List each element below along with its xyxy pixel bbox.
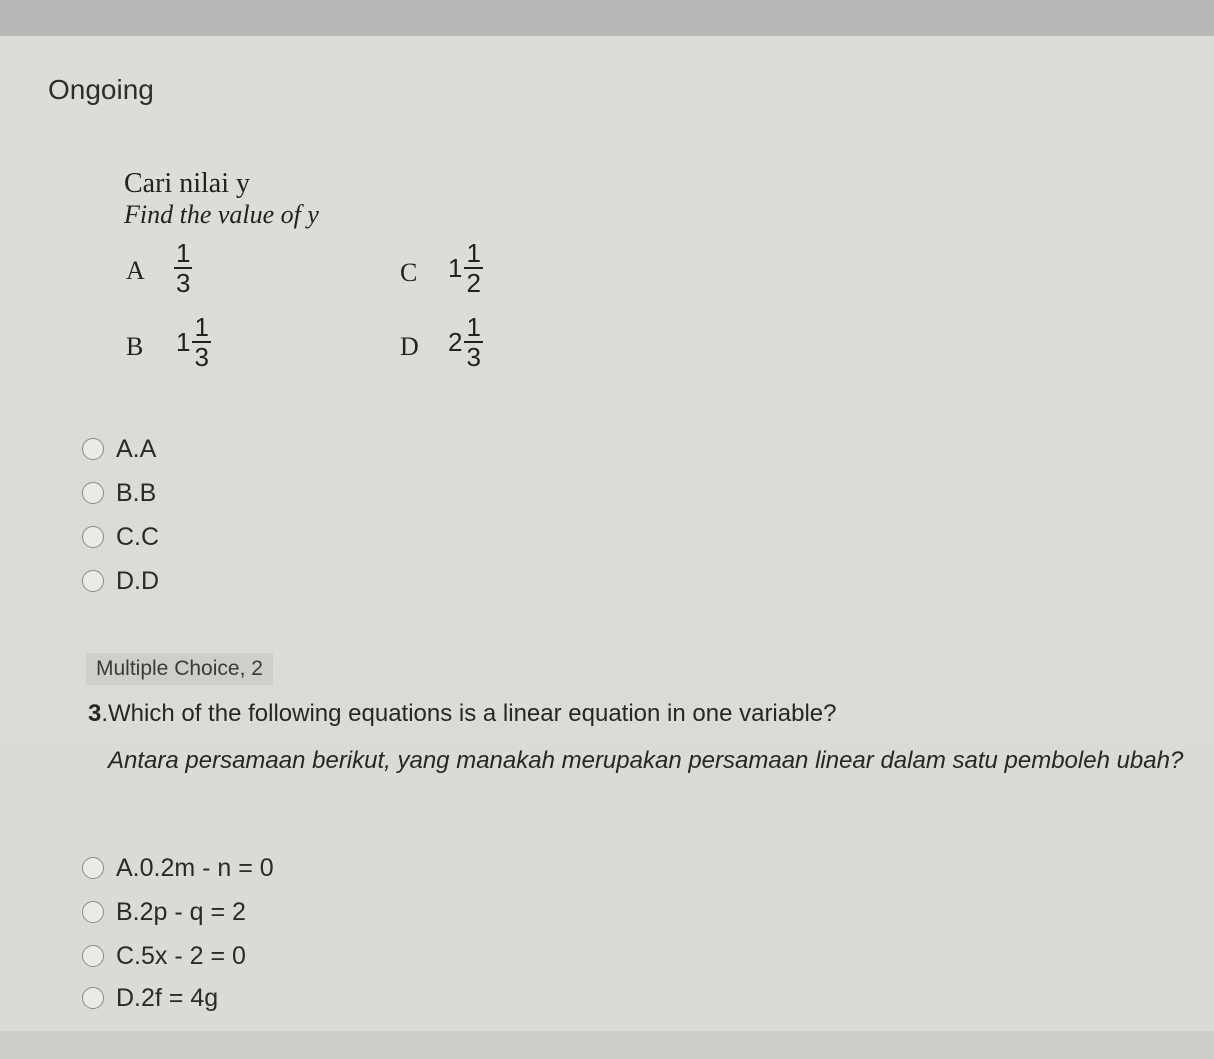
choice-label: A.A (116, 434, 157, 463)
top-bar (0, 0, 1214, 36)
question-number: 3 (88, 700, 102, 727)
question-type-badge: Multiple Choice, 2 (86, 653, 273, 685)
question-2-prompt-en: Find the value of y (124, 200, 319, 229)
radio-button[interactable] (82, 901, 104, 923)
question-2-image (122, 168, 502, 383)
choice-label: B.2p - q = 2 (116, 897, 246, 926)
radio-button[interactable] (82, 526, 104, 548)
option-b-numerator: 1 (194, 312, 209, 342)
question-3-text-ms: Antara persamaan berikut, yang manakah merupakan persamaan linear dalam satu pemboleh ubah? (108, 747, 1184, 774)
choice-c[interactable] (82, 515, 159, 559)
option-b-denominator: 3 (194, 342, 209, 372)
choice-label: C.5x - 2 = 0 (116, 941, 246, 970)
choice-b[interactable] (82, 890, 274, 934)
option-c-denominator: 2 (466, 268, 481, 298)
option-a-value (172, 240, 192, 296)
choice-a[interactable] (82, 427, 159, 471)
option-b-value (176, 314, 211, 370)
question-3-text (88, 700, 837, 728)
choice-c[interactable] (82, 934, 274, 978)
option-c-letter: C (400, 258, 418, 287)
choice-d[interactable] (82, 559, 159, 603)
option-d-numerator: 1 (466, 312, 481, 342)
choice-label: C.C (116, 522, 160, 551)
question-2-choices (82, 427, 159, 603)
option-d-whole: 2 (448, 326, 463, 357)
question-3-choices (82, 846, 274, 1018)
option-d-value (448, 314, 483, 370)
option-a-numerator: 1 (176, 238, 191, 268)
option-c-value (448, 240, 483, 296)
choice-d[interactable] (82, 978, 274, 1018)
choice-label: A.0.2m - n = 0 (116, 853, 274, 882)
radio-button[interactable] (82, 438, 104, 460)
radio-button[interactable] (82, 482, 104, 504)
question-3-text-en: .Which of the following equations is a linear equation in one variable? (101, 700, 837, 727)
bottom-strip (0, 1031, 1214, 1059)
choice-label: B.B (116, 478, 157, 507)
option-b-whole: 1 (176, 326, 191, 357)
radio-button[interactable] (82, 945, 104, 967)
quiz-status: Ongoing (48, 74, 154, 105)
option-c-whole: 1 (448, 252, 463, 283)
option-b-letter: B (126, 332, 144, 361)
option-c-numerator: 1 (466, 238, 481, 268)
choice-label: D.2f = 4g (116, 983, 219, 1012)
choice-a[interactable] (82, 846, 274, 890)
radio-button[interactable] (82, 857, 104, 879)
option-a-letter: A (126, 256, 145, 285)
question-2-prompt-ms: Cari nilai y (124, 168, 250, 199)
option-d-denominator: 3 (466, 342, 481, 372)
option-d-letter: D (400, 332, 419, 361)
radio-button[interactable] (82, 987, 104, 1009)
radio-button[interactable] (82, 570, 104, 592)
choice-label: D.D (116, 566, 160, 595)
choice-b[interactable] (82, 471, 159, 515)
option-a-denominator: 3 (176, 268, 191, 298)
